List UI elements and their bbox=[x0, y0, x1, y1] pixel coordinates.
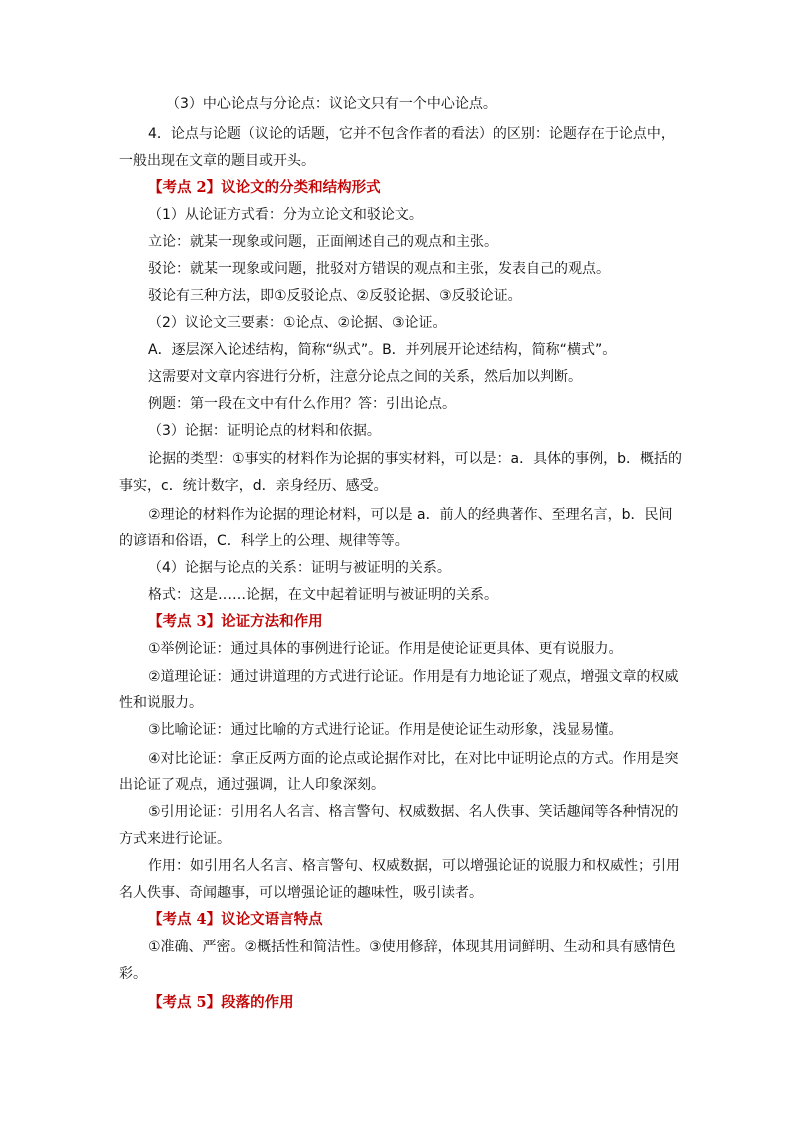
text-line: ⑤引用论证：引用名人名言、格言警句、权威数据、名人佚事、笑话趣闻等各种情况的 bbox=[148, 804, 679, 820]
text-line: 这需要对文章内容进行分析，注意分论点之间的关系，然后加以判断。 bbox=[148, 369, 582, 385]
text-line: 驳论有三种方法，即①反驳论点、②反驳论据、③反驳论证。 bbox=[148, 288, 522, 304]
text-line: （4）论据与论点的关系：证明与被证明的关系。 bbox=[148, 560, 451, 576]
text-line: 名人佚事、奇闻趣事，可以增强论证的趣味性，吸引读者。 bbox=[119, 885, 483, 901]
text-line: 方式来进行论证。 bbox=[119, 831, 231, 847]
section-heading-3: 【考点 3】论证方法和作用 bbox=[148, 613, 323, 630]
text-line: 一般出现在文章的题目或开头。 bbox=[119, 153, 315, 169]
text-line: 格式：这是……论据，在文中起着证明与被证明的关系。 bbox=[148, 587, 498, 603]
text-line: 事实，c．统计数字，d．亲身经历、感受。 bbox=[119, 478, 388, 494]
text-line: 例题：第一段在文中有什么作用？答：引出论点。 bbox=[148, 396, 456, 412]
text-line: ②道理论证：通过讲道理的方式进行论证。作用是有力地论证了观点，增强文章的权威 bbox=[148, 669, 679, 685]
section-heading-5: 【考点 5】段落的作用 bbox=[148, 994, 294, 1011]
text-line: ③比喻论证：通过比喻的方式进行论证。作用是使论证生动形象，浅显易懂。 bbox=[148, 722, 623, 738]
text-line: （3）论据：证明论点的材料和依据。 bbox=[148, 423, 381, 439]
text-line: ④对比论证：拿正反两方面的论点或论据作对比，在对比中证明论点的方式。作用是突 bbox=[148, 751, 679, 767]
text-line: 的谚语和俗语，C．科学上的公理、规律等等。 bbox=[119, 533, 409, 549]
text-line: （3）中心论点与分论点：议论文只有一个中心论点。 bbox=[166, 96, 497, 112]
text-line: （2）议论文三要素：①论点、②论据、③论证。 bbox=[148, 315, 447, 331]
text-line: 作用：如引用名人名言、格言警句、权威数据，可以增强论证的说服力和权威性；引用 bbox=[148, 858, 680, 874]
text-line: 驳论：就某一现象或问题，批驳对方错误的观点和主张，发表自己的观点。 bbox=[148, 261, 610, 277]
text-line: 出论证了观点，通过强调，让人印象深刻。 bbox=[119, 777, 385, 793]
text-line: 立论：就某一现象或问题，正面阐述自己的观点和主张。 bbox=[148, 234, 498, 250]
section-heading-2: 【考点 2】议论文的分类和结构形式 bbox=[148, 179, 381, 196]
text-line: ②理论的材料作为论据的理论材料，可以是 a．前人的经典著作、至理名言，b．民间 bbox=[148, 507, 673, 523]
text-line: 性和说服力。 bbox=[119, 695, 203, 711]
text-line: A．逐层深入论述结构，简称“纵式”。B．并列展开论述结构，简称“横式”。 bbox=[148, 342, 617, 358]
text-line: ①举例论证：通过具体的事例进行论证。作用是使论证更具体、更有说服力。 bbox=[148, 641, 623, 657]
text-line: （1）从论证方式看：分为立论文和驳论文。 bbox=[148, 207, 423, 223]
section-heading-4: 【考点 4】议论文语言特点 bbox=[148, 911, 323, 928]
text-line: 论据的类型：①事实的材料作为论据的事实材料，可以是：a．具体的事例，b．概括的 bbox=[148, 451, 683, 467]
text-line: 彩。 bbox=[119, 966, 147, 982]
text-line: 4．论点与论题（议论的话题，它并不包含作者的看法）的区别：论题存在于论点中， bbox=[148, 126, 675, 142]
text-line: ①准确、严密。②概括性和简洁性。③使用修辞，体现其用词鲜明、生动和具有感情色 bbox=[148, 939, 676, 955]
